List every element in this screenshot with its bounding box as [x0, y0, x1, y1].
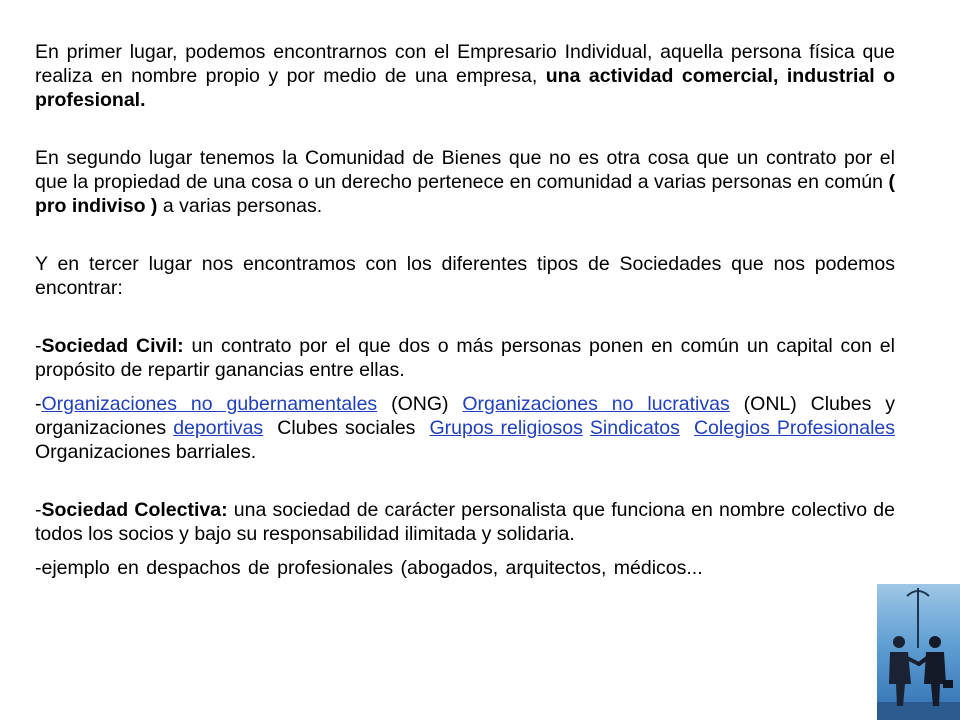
handshake-illustration — [877, 584, 960, 720]
p2-text-a: En segundo lugar tenemos la Comunidad de Bienes que no es otra cosa que un contrato por el que la propiedad de una cosa o un derecho pertenece en comunidad a varias personas en común — [35, 147, 895, 193]
p5-t2: (ONL) Clubes y organizaciones — [35, 393, 895, 439]
p2-text-b: a varias personas. — [157, 195, 323, 217]
link-grupos-religiosos[interactable]: Grupos religiosos — [429, 417, 583, 439]
right-person-head — [929, 636, 941, 648]
paragraph-empresario-individual — [35, 40, 895, 112]
p6-bold: Sociedad Colectiva: — [41, 499, 228, 521]
left-person-head — [893, 636, 905, 648]
p3-text: Y en tercer lugar nos encontramos con los diferentes tipos de Sociedades que nos podemos encontrar: — [35, 253, 895, 299]
p5-t4 — [583, 417, 590, 439]
paragraph-comunidad-bienes — [35, 146, 895, 218]
link-colegios-profesionales[interactable]: Colegios Profesionales — [693, 417, 896, 439]
p5-t1: (ONG) — [377, 393, 463, 415]
paragraph-organizaciones — [35, 392, 895, 464]
p4-text: un contrato por el que dos o más personas ponen en común un capital con el propósito de repartir ganancias entre ellas. — [35, 335, 895, 381]
paragraph-tipos-sociedades — [35, 252, 895, 300]
link-deportivas[interactable]: deportivas — [173, 417, 264, 439]
slide-content — [35, 40, 895, 580]
p2-bold: ( pro indiviso ) — [35, 171, 895, 217]
p6-dash: - — [35, 499, 42, 521]
p1-bold: una actividad comercial, industrial o profesional. — [35, 65, 896, 111]
paragraph-ejemplo — [35, 556, 895, 580]
p4-dash: - — [35, 335, 42, 357]
p4-bold: Sociedad Civil: — [41, 335, 184, 357]
business-handshake-photo — [877, 584, 960, 720]
link-sindicatos[interactable]: Sindicatos — [589, 417, 680, 439]
link-organizaciones-no-lucrativas[interactable]: Organizaciones no lucrativas — [462, 393, 730, 415]
paragraph-sociedad-civil — [35, 334, 895, 382]
p5-t6: Organizaciones barriales. — [35, 441, 257, 463]
lamp-post — [917, 588, 919, 648]
paragraph-sociedad-colectiva — [35, 498, 895, 546]
link-organizaciones-no-gubernamentales[interactable]: Organizaciones no gubernamentales — [41, 393, 378, 415]
p5-t3: Clubes sociales — [263, 417, 430, 439]
p7-text: -ejemplo en despachos de profesionales (abogados, arquitectos, médicos... — [35, 557, 703, 579]
p5-dash: - — [35, 393, 42, 415]
p5-t5 — [680, 417, 694, 439]
p1-text: En primer lugar, podemos encontrarnos con el Empresario Individual, aquella persona física que realiza en nombre propio y por medio de una empresa, — [35, 41, 895, 87]
p6-text: una sociedad de carácter personalista que funciona en nombre colectivo de todos los socios y bajo su responsabilidad ilimitada y solidaria. — [35, 499, 896, 545]
